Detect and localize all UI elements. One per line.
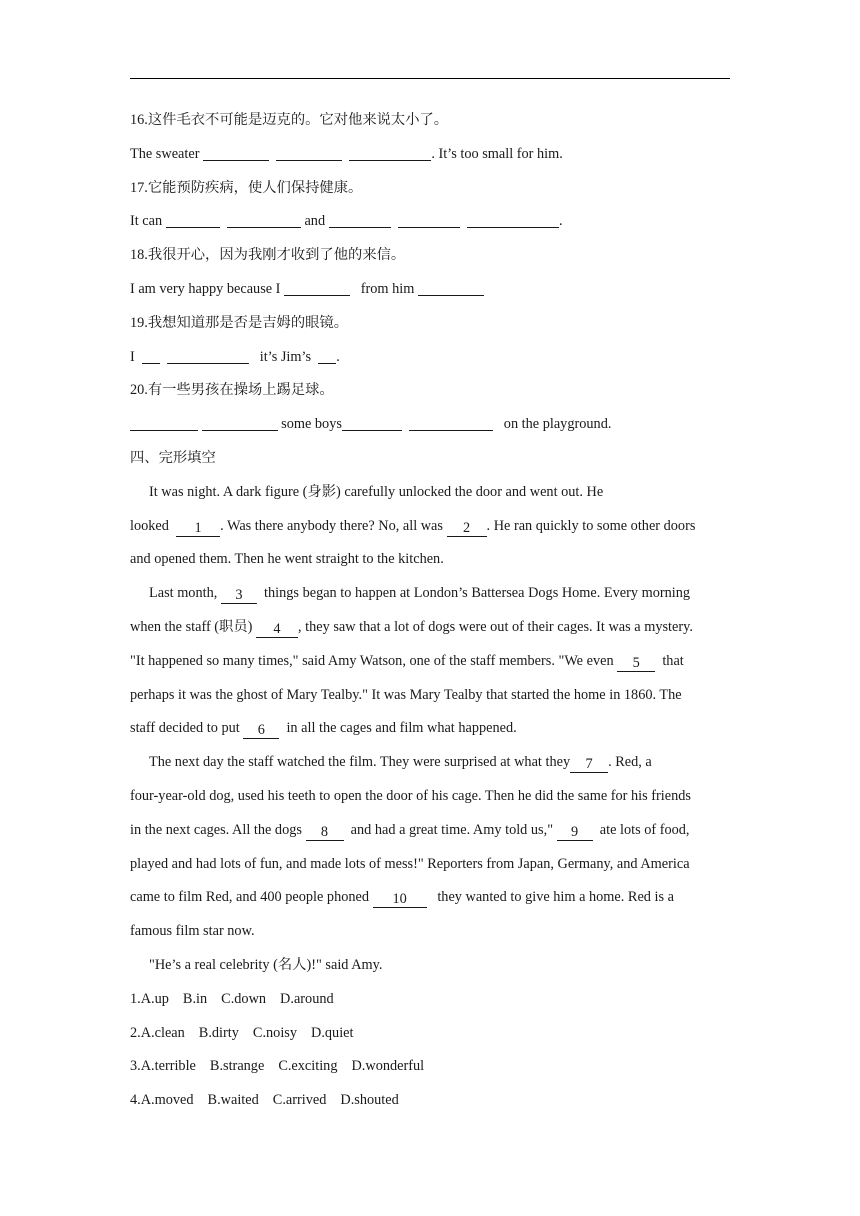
cloze-text-line: looked 1 . Was there anybody there? No, all was 2 . He ran quickly to some other doors	[130, 517, 696, 536]
option[interactable]: B.in	[182, 990, 208, 1007]
option[interactable]: B.dirty	[198, 1024, 239, 1041]
cloze-text-line: four-year-old dog, used his teeth to open the door of his cage. Then he did the same for his friends	[130, 787, 691, 804]
answer-blank[interactable]	[203, 147, 269, 161]
question-17-prompt: 17.它能预防疾病，使人们保持健康。	[130, 179, 363, 196]
question-18-prompt: 18.我很开心，因为我刚才收到了他的来信。	[130, 247, 406, 264]
cloze-blank-6[interactable]: 6	[243, 723, 279, 739]
option[interactable]: C.arrived	[272, 1092, 327, 1109]
answer-blank[interactable]	[167, 350, 249, 364]
cloze-text-line: Last month, 3 things began to happen at London’s Battersea Dogs Home. Every morning	[149, 585, 691, 604]
cloze-text-line: staff decided to put 6 in all the cages and film what happened.	[130, 720, 517, 739]
options-row-3	[130, 1050, 730, 1084]
cloze-text-line: famous film star now.	[130, 923, 255, 940]
question-18-sentence: I am very happy because I from him	[130, 273, 730, 307]
question-20-sentence: some boys on the playground.	[130, 408, 730, 442]
answer-blank[interactable]	[202, 417, 278, 431]
worksheet-page	[130, 104, 730, 1118]
question-16-prompt: 16.这件毛衣不可能是迈克的。它对他来说太小了。	[130, 112, 449, 128]
options-row-4	[130, 1084, 730, 1118]
option[interactable]: 1.A.up	[130, 990, 169, 1007]
cloze-text-line: perhaps it was the ghost of Mary Tealby." It was Mary Tealby that started the home in 1860. The	[130, 686, 682, 703]
cloze-text-line: played and had lots of fun, and made lots of mess!" Reporters from Japan, Germany, and America	[130, 855, 690, 872]
question-19-sentence: I it’s Jim’s .	[130, 348, 340, 365]
answer-blank[interactable]	[130, 417, 198, 431]
answer-blank[interactable]	[166, 214, 220, 228]
option[interactable]: B.waited	[207, 1092, 259, 1109]
answer-blank[interactable]	[318, 350, 336, 364]
option[interactable]: C.down	[221, 990, 267, 1007]
option[interactable]: D.wonderful	[351, 1058, 425, 1075]
options-row-2	[130, 1017, 730, 1051]
answer-blank[interactable]	[142, 350, 160, 364]
cloze-blank-10[interactable]: 10	[373, 892, 427, 908]
cloze-text-line: in the next cages. All the dogs 8 and had a great time. Amy told us," 9 ate lots of food,	[130, 821, 690, 840]
options-row-1	[130, 983, 730, 1017]
cloze-blank-7[interactable]: 7	[570, 757, 608, 773]
option[interactable]: 2.A.clean	[130, 1024, 185, 1041]
answer-blank[interactable]	[409, 417, 493, 431]
cloze-text-line: when the staff (职员) 4 , they saw that a lot of dogs were out of their cages. It was a mystery.	[130, 618, 693, 637]
answer-blank[interactable]	[467, 214, 559, 228]
question-19-prompt: 19.我想知道那是否是吉姆的眼镜。	[130, 314, 349, 331]
question-20-prompt: 20.有一些男孩在操场上踢足球。	[130, 382, 334, 399]
option[interactable]: D.around	[280, 990, 334, 1007]
option[interactable]: 3.A.terrible	[130, 1058, 196, 1075]
cloze-blank-5[interactable]: 5	[617, 656, 655, 672]
answer-blank[interactable]	[284, 282, 350, 296]
header-rule	[130, 78, 730, 79]
cloze-text-line: came to film Red, and 400 people phoned 10 they wanted to give him a home. Red is a	[130, 889, 674, 908]
cloze-text-line: "He’s a real celebrity (名人)!" said Amy.	[149, 956, 383, 973]
option[interactable]: 4.A.moved	[130, 1092, 194, 1109]
answer-blank[interactable]	[398, 214, 460, 228]
section-heading-cloze: 四、完形填空	[130, 449, 216, 466]
cloze-blank-2[interactable]: 2	[447, 521, 487, 537]
answer-blank[interactable]	[329, 214, 391, 228]
cloze-blank-3[interactable]: 3	[221, 588, 257, 604]
option[interactable]: C.exciting	[278, 1058, 338, 1075]
option[interactable]: C.noisy	[252, 1024, 297, 1041]
answer-blank[interactable]	[342, 417, 402, 431]
answer-blank[interactable]	[349, 147, 431, 161]
cloze-blank-9[interactable]: 9	[557, 825, 593, 841]
option[interactable]: D.shouted	[340, 1092, 399, 1109]
cloze-blank-4[interactable]: 4	[256, 622, 298, 638]
cloze-blank-1[interactable]: 1	[176, 521, 220, 537]
option[interactable]: B.strange	[209, 1058, 265, 1075]
option[interactable]: D.quiet	[311, 1024, 354, 1041]
cloze-text-line: "It happened so many times," said Amy Watson, one of the staff members. "We even 5 that	[130, 652, 684, 671]
cloze-blank-8[interactable]: 8	[306, 825, 344, 841]
question-17-sentence: It can and .	[130, 213, 563, 230]
answer-blank[interactable]	[418, 282, 484, 296]
cloze-text-line: and opened them. Then he went straight to the kitchen.	[130, 551, 444, 568]
cloze-text-line: The next day the staff watched the film. They were surprised at what they 7 . Red, a	[149, 754, 652, 773]
question-16-sentence: The sweater . It’s too small for him.	[130, 145, 563, 162]
answer-blank[interactable]	[227, 214, 301, 228]
answer-blank[interactable]	[276, 147, 342, 161]
cloze-text-line: It was night. A dark figure (身影) carefully unlocked the door and went out. He	[149, 483, 604, 500]
